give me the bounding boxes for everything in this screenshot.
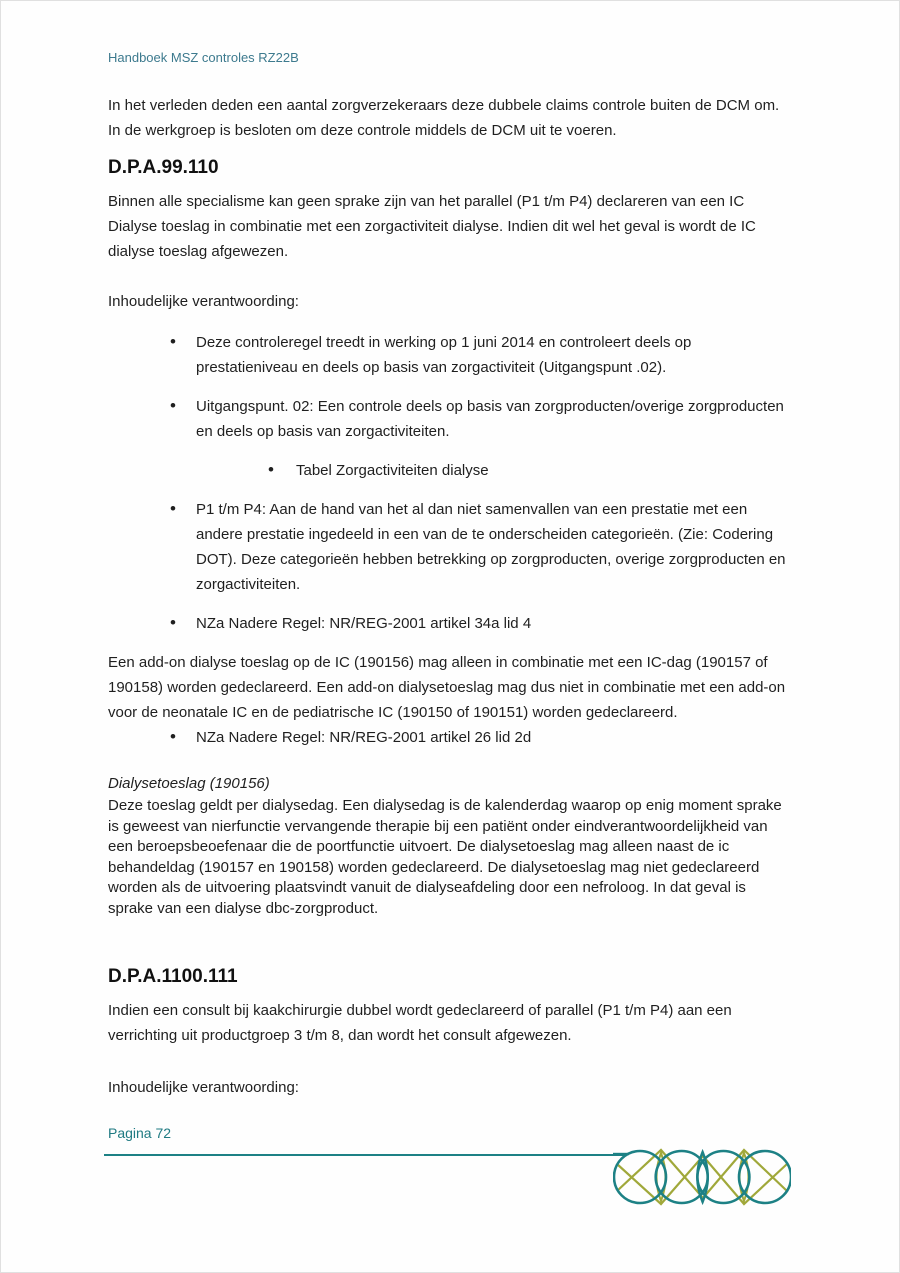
bullet-item: • Deze controleregel treedt in werking op 1 juni 2014 en controleert deels op prestatieniveau en deels op basis van zorgactiviteit (Uitgangspunt .02). xyxy=(108,330,791,380)
page-footer xyxy=(104,1125,791,1220)
page-number-label: Pagina 72 xyxy=(108,1125,172,1141)
document-header-title: Handboek MSZ controles RZ22B xyxy=(108,50,299,65)
subsection-body-paragraph: Deze toeslag geldt per dialysedag. Een dialysedag is de kalenderdag waarop op enig moment sprake is geweest van nierfunctie vervangende therapie bij een patiënt onder eindverantwoordelijkheid van een beroepsbeoefenaar die de poortfunctie uitvoert. De dialysetoeslag mag alleen naast de ic behandeldag (190157 en 190158) worden gedeclareerd. De dialysetoeslag mag niet gedeclareerd worden als de uitvoering plaatsvindt vanuit de dialyseafdeling door een nefroloog. In dat geval is sprake van een dialyse dbc-zorgproduct. xyxy=(108,797,782,917)
section-title-dpa1100111: D.P.A.1100.111 xyxy=(108,966,238,987)
bullet-item: • NZa Nadere Regel: NR/REG-2001 artikel 34a lid 4 xyxy=(108,611,791,636)
section1-addon-paragraph: Een add-on dialyse toeslag op de IC (190156) mag alleen in combinatie met een IC-dag (190157 of 190158) worden gedeclareerd. Een add-on dialysetoeslag mag dus niet in combinatie met een add-on voor de neonatale IC en de pediatrische IC (190150 of 190151) worden gedeclareerd. xyxy=(108,654,786,721)
section1-subheading: Inhoudelijke verantwoording: xyxy=(108,293,299,310)
section1-bullet-list xyxy=(108,330,791,636)
intro-paragraph: In het verleden deden een aantal zorgverzekeraars deze dubbele claims controle buiten de DCM om. In de werkgroep is besloten om deze controle middels de DCM uit te voeren. xyxy=(108,97,780,139)
bullet-item: • P1 t/m P4: Aan de hand van het al dan niet samenvallen van een prestatie met een andere prestatie ingedeeld in een van de te onderscheiden categorieën. (Zie: Codering DOT). Deze categorieën hebben betrekking op zorgproducten, overige zorgproducten en zorgactiviteiten. xyxy=(108,497,791,597)
section-title-dpa99110: D.P.A.99.110 xyxy=(108,157,219,178)
bullet-item: • NZa Nadere Regel: NR/REG-2001 artikel 26 lid 2d xyxy=(108,725,791,750)
page-content xyxy=(108,50,791,1100)
organization-logo-icon xyxy=(613,1147,791,1207)
section2-subheading: Inhoudelijke verantwoording: xyxy=(108,1079,299,1096)
footer-divider-line xyxy=(104,1154,625,1156)
bullet-item: • Uitgangspunt. 02: Een controle deels op basis van zorgproducten/overige zorgproducten en deels op basis van zorgactiviteiten. xyxy=(108,394,791,444)
section2-body-paragraph: Indien een consult bij kaakchirurgie dubbel wordt gedeclareerd of parallel (P1 t/m P4) aan een verrichting uit productgroep 3 t/m 8, dan wordt het consult afgewezen. xyxy=(108,1002,732,1044)
subsection-title-dialysetoeslag: Dialysetoeslag (190156) xyxy=(108,775,270,792)
nested-bullet-item: • Tabel Zorgactiviteiten dialyse xyxy=(108,458,791,483)
section1-body-paragraph: Binnen alle specialisme kan geen sprake zijn van het parallel (P1 t/m P4) declareren van een IC Dialyse toeslag in combinatie met een zorgactiviteit dialyse. Indien dit wel het geval is wordt de IC dialyse toeslag afgewezen. xyxy=(108,193,756,260)
